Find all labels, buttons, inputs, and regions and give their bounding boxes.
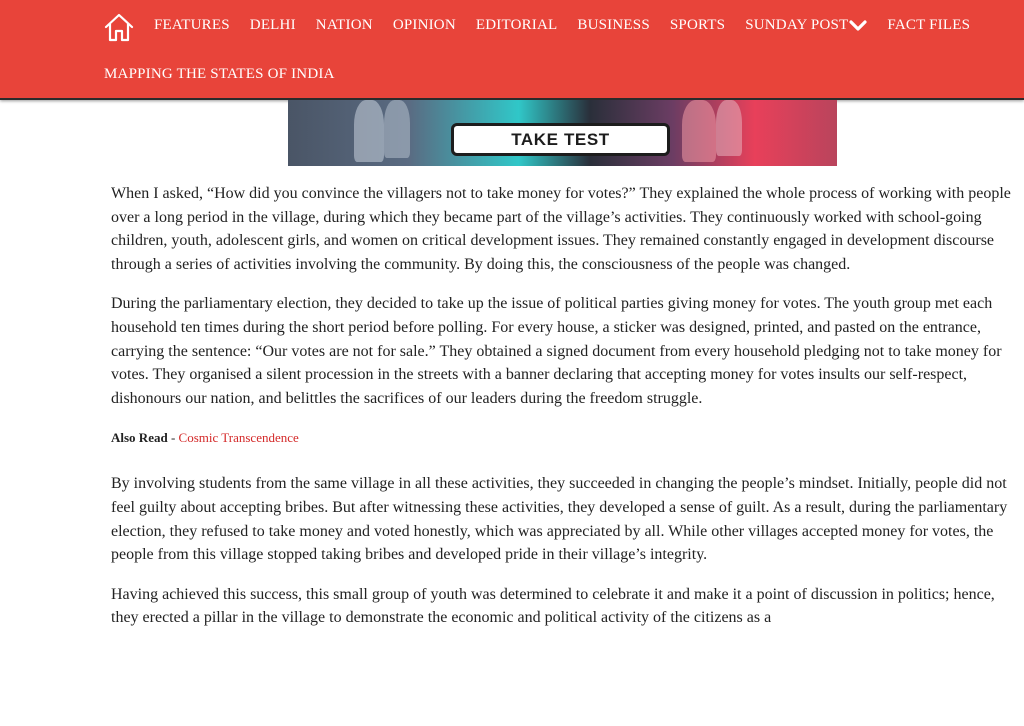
top-navbar (0, 0, 1024, 100)
article-paragraph: When I asked, “How did you convince the villagers not to take money for votes?” They explained the whole process of working with people over a long period in the village, during which they became part of the village’s activities. They continuously worked with school-going children, youth, adolescent girls, and women on critical development issues. They remained constantly engaged in development discourse through a series of activities involving the community. By doing this, the consciousness of the people was changed. (111, 185, 1011, 273)
nav-editorial[interactable]: EDITORIAL (475, 17, 558, 33)
also-read-label: Also Read (111, 430, 168, 446)
nav-nation[interactable]: NATION (315, 17, 373, 33)
banner-silhouette (682, 100, 716, 162)
secondary-nav (104, 66, 335, 83)
nav-mapping-states[interactable]: MAPPING THE STATES OF INDIA (104, 66, 335, 82)
banner-silhouette (354, 100, 384, 162)
take-test-button[interactable]: TAKE TEST (451, 123, 670, 156)
banner-silhouette (716, 100, 742, 156)
article-body (111, 182, 1011, 646)
home-icon (103, 11, 135, 43)
nav-fact-files[interactable]: FACT FILES (887, 17, 971, 33)
nav-opinion[interactable]: OPINION (392, 17, 456, 33)
chevron-down-icon[interactable] (849, 20, 867, 32)
primary-nav (154, 17, 970, 34)
article-paragraph: By involving students from the same village in all these activities, they succeeded in changing the people’s mindset. Initially, people did not feel guilty about accepting bribes. But after witnessing these activities, they developed a sense of guilt. As a result, during the parliamentary election, they refused to take money and voted honestly, which was appreciated by all. While other villages accepted money for votes, the people from this village stopped taking bribes and developed pride in their village’s integrity. (111, 475, 1008, 564)
nav-sports[interactable]: SPORTS (669, 17, 726, 33)
nav-business[interactable]: BUSINESS (577, 17, 650, 33)
nav-sunday-post-label: SUNDAY POST (745, 17, 849, 33)
also-read (111, 428, 1011, 448)
nav-delhi[interactable]: DELHI (249, 17, 296, 33)
article-paragraph: During the parliamentary election, they decided to take up the issue of political parties giving money for votes. The youth group met each household ten times during the short period before polling. For every house, a sticker was designed, printed, and pasted on the entrance, carrying the sentence: “Our votes are not for sale.” They obtained a signed document from every household pledging not to take money for votes. They organised a silent procession in the streets with a banner declaring that accepting money for votes insults our self-respect, dishonours our nation, and belittles the sacrifices of our leaders during the freedom struggle. (111, 295, 1002, 407)
nav-features[interactable]: FEATURES (154, 17, 230, 33)
also-read-separator: - (167, 430, 179, 446)
home-button[interactable] (103, 11, 135, 43)
nav-sunday-post[interactable] (745, 17, 867, 34)
also-read-link[interactable]: Cosmic Transcendence (178, 430, 299, 446)
article-paragraph: Having achieved this success, this small group of youth was determined to celebrate it and make it a point of discussion in politics; hence, they erected a pillar in the village to demonstrate the economic and political activity of the citizens as a (111, 585, 995, 627)
banner-silhouette (384, 100, 410, 158)
ad-banner[interactable] (288, 100, 837, 166)
